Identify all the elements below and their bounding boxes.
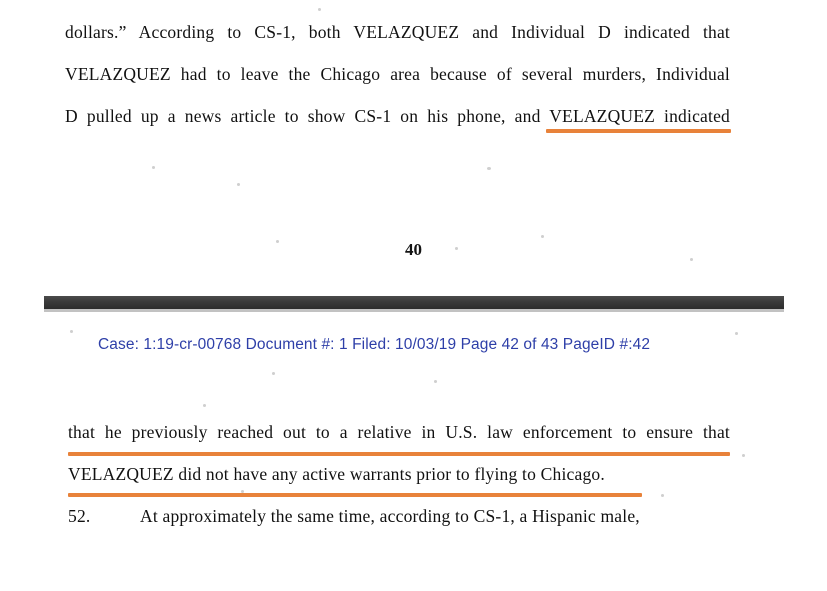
page-separator-band <box>44 296 784 309</box>
scan-speck <box>237 183 240 186</box>
scan-speck <box>541 235 544 238</box>
scan-speck <box>742 454 745 457</box>
scan-speck <box>661 494 664 497</box>
highlight-underline <box>68 452 730 456</box>
numbered-paragraph-line <box>68 506 730 527</box>
paragraph-line: dollars.” According to CS-1, both VELAZQUEZ and Individual D indicated that <box>65 22 730 42</box>
scan-speck <box>70 330 73 333</box>
scan-speck <box>434 380 437 383</box>
paragraph-number: 52. <box>68 506 91 526</box>
scan-speck <box>276 240 279 243</box>
case-header-stamp: Case: 1:19-cr-00768 Document #: 1 Filed: 10/03/19 Page 42 of 43 PageID #:42 <box>98 336 651 353</box>
scan-speck <box>735 332 738 335</box>
scan-speck <box>203 404 206 407</box>
highlight-underline <box>68 493 642 497</box>
scan-speck <box>487 167 491 170</box>
paragraph-line: D pulled up a news article to show CS-1 on his phone, and VELAZQUEZ indicated <box>65 106 730 126</box>
paragraph-text: At approximately the same time, according to CS-1, a Hispanic male, <box>140 506 640 526</box>
scan-speck <box>455 247 458 250</box>
paragraph-line: that he previously reached out to a relative in U.S. law enforcement to ensure that <box>68 422 730 442</box>
scan-speck <box>318 8 321 11</box>
scan-speck <box>152 166 155 169</box>
paragraph-line: VELAZQUEZ did not have any active warrants prior to flying to Chicago. <box>68 464 605 484</box>
page-number: 40 <box>405 240 422 259</box>
highlight-underline <box>546 129 731 133</box>
scan-speck <box>272 372 275 375</box>
scan-speck <box>690 258 693 261</box>
paragraph-line: VELAZQUEZ had to leave the Chicago area because of several murders, Individual <box>65 64 730 84</box>
top-page-fragment <box>0 0 827 294</box>
